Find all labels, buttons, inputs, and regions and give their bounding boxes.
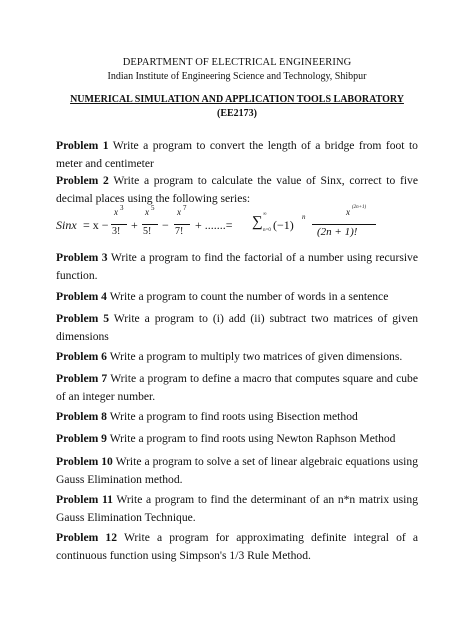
term-numerator: x: [145, 207, 149, 217]
neg-one: (−1): [273, 218, 294, 232]
neg-one-exponent: n: [302, 213, 306, 221]
series-tail: + .......=: [195, 218, 233, 232]
problem-label: Problem 7: [56, 372, 108, 385]
problem-label: Problem 5: [56, 312, 110, 325]
term-denominator: 3!: [112, 226, 121, 237]
problem-text: Write a program to find roots using Newton Raphson Method: [109, 432, 396, 445]
department-heading: DEPARTMENT OF ELECTRICAL ENGINEERING: [122, 57, 352, 68]
term-numerator: x: [177, 207, 181, 217]
lab-title: NUMERICAL SIMULATION AND APPLICATION TOOLS LABORATORY: [70, 94, 404, 105]
formula-lhs: Sinx: [56, 218, 77, 232]
problem-label: Problem 1: [56, 139, 109, 152]
term-denominator: 5!: [143, 226, 152, 237]
problem-4: [56, 288, 418, 306]
summation-lower: n=0: [263, 228, 271, 233]
problem-text: Write a program to find roots using Bisection method: [109, 410, 358, 423]
general-denominator: (2n + 1)!: [317, 226, 358, 238]
problem-5: [56, 310, 418, 345]
plus-sign: +: [131, 218, 138, 232]
formula-equals: = x −: [83, 218, 109, 232]
problem-12: [56, 529, 418, 564]
problem-text: Write a program to (i) add (ii) subtract two matrices of given dimensions: [56, 312, 419, 343]
problem-label: Problem 6: [56, 350, 107, 363]
sine-series-formula: [56, 204, 426, 243]
problem-label: Problem 10: [56, 455, 113, 468]
problem-10: [56, 453, 418, 488]
problem-2: [56, 172, 418, 207]
problem-label: Problem 3: [56, 251, 108, 264]
problem-text: Write a program to find the factorial of a number using recursive function.: [56, 251, 418, 282]
problem-text: Write a program to define a macro that computes square and cube of an integer number.: [56, 372, 418, 403]
problem-label: Problem 9: [56, 432, 107, 445]
summation-symbol: ∑: [252, 214, 263, 230]
problem-label: Problem 8: [56, 410, 107, 423]
problem-text: Write a program to count the number of words in a sentence: [109, 290, 389, 303]
problem-label: Problem 11: [56, 493, 113, 506]
course-code: (EE2173): [217, 108, 257, 119]
problem-label: Problem 12: [56, 531, 118, 544]
problem-9: [56, 430, 418, 448]
term-numerator: x: [114, 207, 118, 217]
problem-3: [56, 249, 418, 284]
fraction-bar: [174, 224, 190, 225]
problem-label: Problem 4: [56, 290, 107, 303]
fraction-bar: [111, 224, 127, 225]
term-exponent: 5: [151, 204, 155, 212]
term-denominator: 7!: [175, 226, 184, 237]
minus-sign: −: [162, 218, 169, 232]
problem-text: Write a program for approximating definite integral of a continuous function using Simpson's 1/3 Rule Method.: [56, 531, 419, 562]
institute-name: Indian Institute of Engineering Science and Technology, Shibpur: [107, 71, 367, 82]
fraction-bar: [142, 224, 158, 225]
problem-8: [56, 408, 418, 426]
problem-11: [56, 491, 418, 526]
problem-text: Write a program to convert the length of a bridge from foot to meter and centimeter: [56, 139, 418, 170]
problem-text: Write a program to multiply two matrices of given dimensions.: [109, 350, 403, 363]
term-exponent: 3: [120, 204, 124, 212]
problem-1: [56, 137, 418, 172]
problem-text: Write a program to solve a set of linear algebraic equations using Gauss Elimination method.: [56, 455, 418, 486]
problem-text: Write a program to calculate the value of Sinx, correct to five decimal places using the following series:: [56, 174, 418, 205]
general-exponent: (2n+1): [352, 205, 367, 210]
problem-label: Problem 2: [56, 174, 109, 187]
problem-text: Write a program to find the determinant of an n*n matrix using Gauss Elimination Technique.: [56, 493, 418, 524]
problem-6: [56, 348, 418, 366]
problem-7: [56, 370, 418, 405]
summation-upper: ∞: [263, 212, 267, 217]
term-exponent: 7: [183, 204, 187, 212]
general-numerator: x: [346, 207, 350, 217]
fraction-bar: [312, 224, 376, 225]
